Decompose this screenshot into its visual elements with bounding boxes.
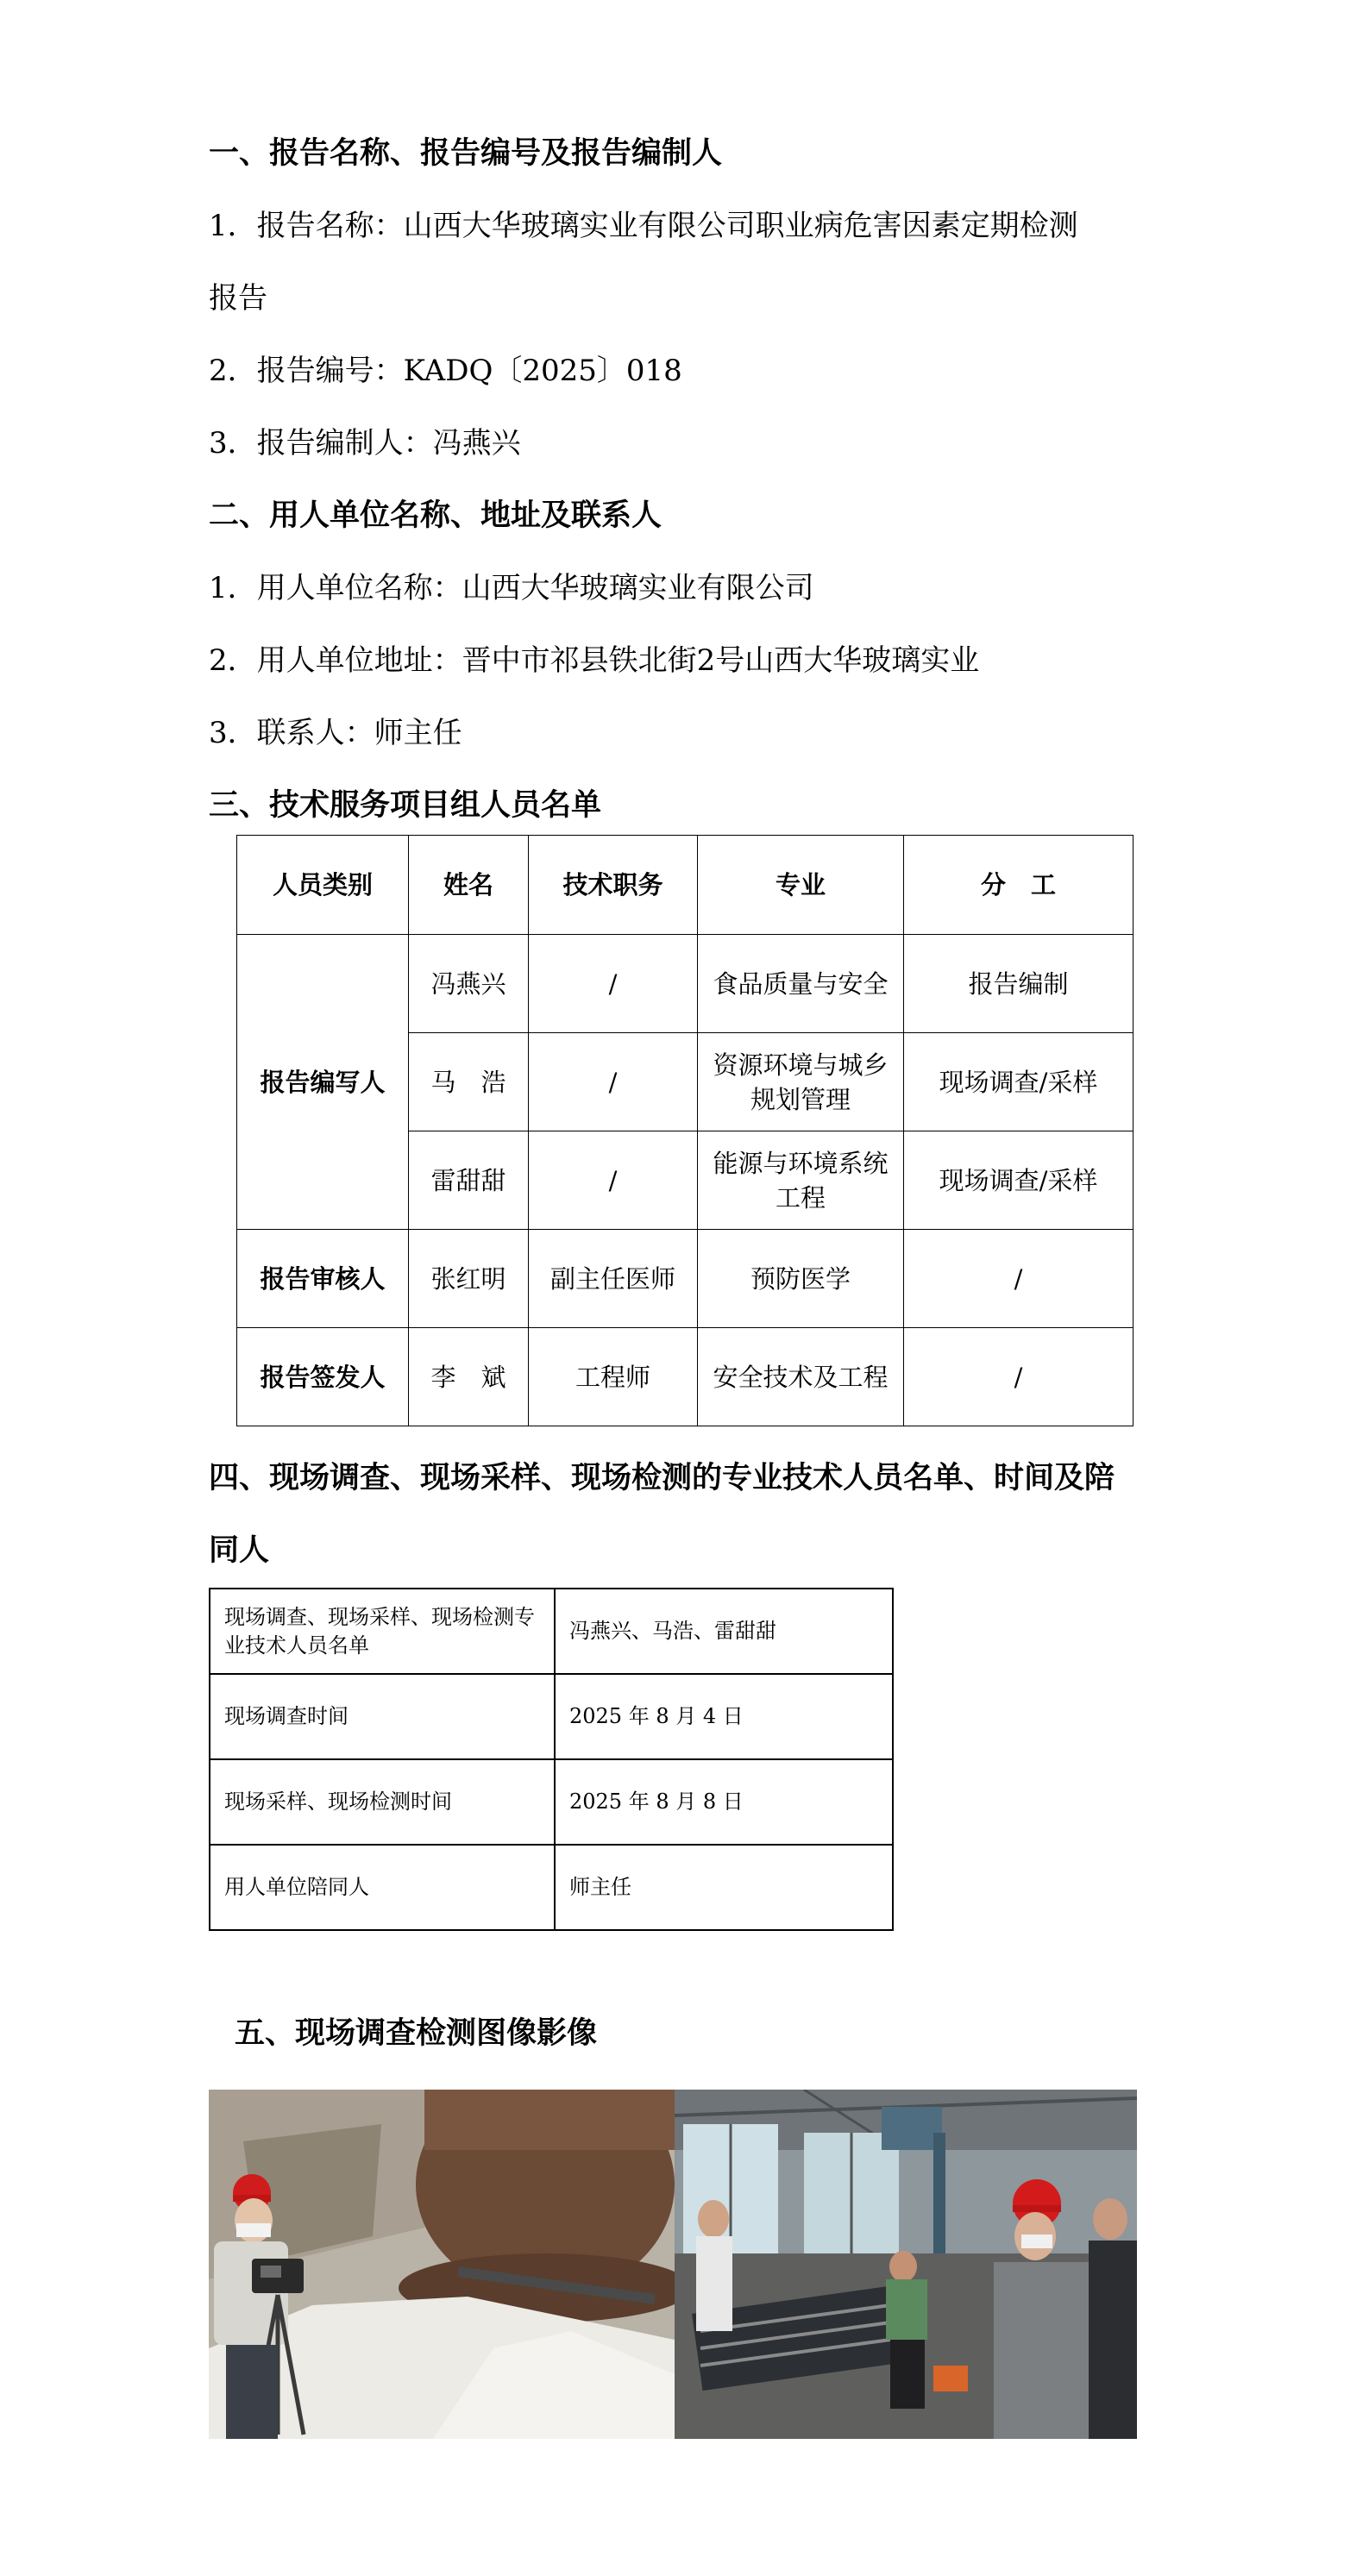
- site-photo-workshop: [675, 2090, 1137, 2439]
- issuer-name: 李 斌: [409, 1328, 529, 1426]
- writer-role: 报告编制: [904, 935, 1134, 1033]
- unit-address-line: 2．用人单位地址：晋中市祁县铁北街2号山西大华玻璃实业: [209, 643, 980, 678]
- writer-role: 现场调查/采样: [904, 1131, 1134, 1230]
- writer-major: 能源与环境系统工程: [698, 1131, 904, 1230]
- survey-value: 2025 年 8 月 4 日: [555, 1674, 893, 1759]
- table-row: [237, 1328, 1134, 1426]
- issuer-title: 工程师: [529, 1328, 698, 1426]
- survey-label: 现场调查、现场采样、现场检测专业技术人员名单: [210, 1589, 555, 1674]
- table-row: [237, 935, 1134, 1033]
- writer-name: 马 浩: [409, 1033, 529, 1131]
- survey-value: 冯燕兴、马浩、雷甜甜: [555, 1589, 893, 1674]
- writer-role: 现场调查/采样: [904, 1033, 1134, 1131]
- report-name-continuation: 报告: [209, 281, 267, 316]
- section1-heading: 一、报告名称、报告编号及报告编制人: [209, 136, 723, 171]
- site-photo-detection: [209, 2090, 675, 2439]
- reviewer-name: 张红明: [409, 1230, 529, 1328]
- reviewer-title: 副主任医师: [529, 1230, 698, 1328]
- reviewer-major: 预防医学: [698, 1230, 904, 1328]
- reviewer-role: /: [904, 1230, 1134, 1328]
- header-role: 分 工: [904, 836, 1134, 935]
- table-row: [210, 1589, 893, 1674]
- report-number-line: 2．报告编号：KADQ〔2025〕018: [209, 354, 682, 388]
- writer-title: /: [529, 1131, 698, 1230]
- table-row: [210, 1759, 893, 1845]
- header-title: 技术职务: [529, 836, 698, 935]
- writer-major: 食品质量与安全: [698, 935, 904, 1033]
- header-major: 专业: [698, 836, 904, 935]
- writer-name: 雷甜甜: [409, 1131, 529, 1230]
- writer-major: 资源环境与城乡规划管理: [698, 1033, 904, 1131]
- site-photo-detection-illustration: [209, 2090, 675, 2439]
- report-name-line: 1．报告名称：山西大华玻璃实业有限公司职业病危害因素定期检测: [209, 209, 1078, 243]
- writer-category: 报告编写人: [237, 935, 409, 1230]
- issuer-category: 报告签发人: [237, 1328, 409, 1426]
- writer-title: /: [529, 935, 698, 1033]
- header-name: 姓名: [409, 836, 529, 935]
- table-row: [210, 1674, 893, 1759]
- section3-heading: 三、技术服务项目组人员名单: [209, 788, 602, 823]
- report-author-line: 3．报告编制人：冯燕兴: [209, 426, 521, 461]
- writer-title: /: [529, 1033, 698, 1131]
- project-team-table: [236, 835, 1134, 1426]
- table-row: [237, 1230, 1134, 1328]
- table-row: [210, 1845, 893, 1930]
- section5-heading: 五、现场调查检测图像影像: [235, 2016, 598, 2051]
- site-photo-workshop-illustration: [675, 2090, 1137, 2439]
- header-category: 人员类别: [237, 836, 409, 935]
- issuer-role: /: [904, 1328, 1134, 1426]
- issuer-major: 安全技术及工程: [698, 1328, 904, 1426]
- contact-line: 3．联系人：师主任: [209, 716, 462, 750]
- survey-value: 2025 年 8 月 8 日: [555, 1759, 893, 1845]
- survey-label: 现场调查时间: [210, 1674, 555, 1759]
- table-header-row: [237, 836, 1134, 935]
- section4-heading-cont: 同人: [209, 1533, 270, 1568]
- survey-label: 用人单位陪同人: [210, 1845, 555, 1930]
- survey-label: 现场采样、现场检测时间: [210, 1759, 555, 1845]
- section2-heading: 二、用人单位名称、地址及联系人: [209, 498, 663, 533]
- site-survey-table: [209, 1588, 894, 1931]
- reviewer-category: 报告审核人: [237, 1230, 409, 1328]
- writer-name: 冯燕兴: [409, 935, 529, 1033]
- unit-name-line: 1．用人单位名称：山西大华玻璃实业有限公司: [209, 571, 814, 605]
- survey-value: 师主任: [555, 1845, 893, 1930]
- section4-heading: 四、现场调查、现场采样、现场检测的专业技术人员名单、时间及陪: [209, 1461, 1115, 1495]
